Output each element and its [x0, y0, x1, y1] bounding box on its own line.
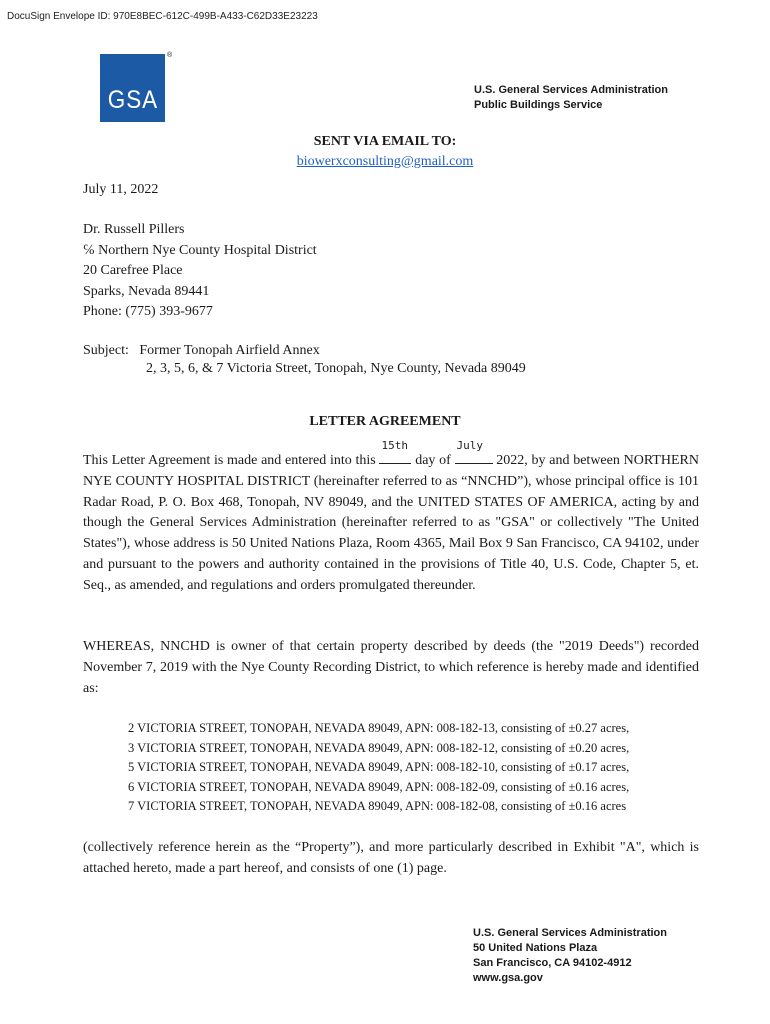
recipient-line: Phone: (775) 393-9677 — [83, 304, 213, 319]
month-fill-field — [455, 439, 493, 464]
header-agency — [474, 83, 668, 113]
property-list — [128, 719, 629, 817]
footer-agency-line: www.gsa.gov — [473, 972, 543, 984]
email-link[interactable]: biowerxconsulting@gmail.com — [296, 154, 474, 169]
agreement-paragraph — [83, 439, 699, 597]
header-agency-line: U.S. General Services Administration — [474, 84, 668, 96]
document-title: LETTER AGREEMENT — [309, 414, 461, 429]
subject-line-2: 2, 3, 5, 6, & 7 Victoria Street, Tonopah, Nye County, Nevada 89049 — [146, 361, 526, 376]
para1-intro: This Letter Agreement is made and entered into this — [83, 453, 380, 468]
header-agency-line: Public Buildings Service — [474, 99, 603, 111]
subject-label: Subject: — [83, 343, 129, 358]
registered-mark: ® — [167, 52, 173, 59]
day-fill-field — [379, 439, 411, 464]
whereas-paragraph: WHEREAS, NNCHD is owner of that certain property described by deeds (the "2019 Deeds") recorded November 7, 2019 with the Nye County Recording District, to which reference is hereby made and identified as: — [83, 639, 699, 696]
property-item: 2 VICTORIA STREET, TONOPAH, NEVADA 89049, APN: 008-182-13, consisting of ±0.27 acres, — [128, 721, 630, 735]
subject-line-1: Former Tonopah Airfield Annex — [139, 343, 320, 358]
para1-body: 2022, by and between NORTHERN NYE COUNTY HOSPITAL DISTRICT (hereinafter referred to as “NNCHD”), whose principal office is 101 Radar Road, P. O. Box 468, Tonopah, NV 89049, and the UNITED STATES OF AMERICA, acting by and though the General Services Administration (hereinafter referred to as "GSA" or collectively "The United States"), whose address is 50 United Nations Plaza, Room 4365, Mail Box 9 San Francisco, CA 94102, under and pursuant to the powers and authority contained in the provisions of Title 40, U.S. Code, Chapter 5, et. Seq., as amended, and regulations and orders promulgated thereunder. — [83, 453, 699, 593]
docusign-envelope-id: DocuSign Envelope ID: 970E8BEC-612C-499B-A433-C62D33E23223 — [7, 11, 318, 22]
footer-agency — [473, 926, 667, 986]
footer-agency-line: San Francisco, CA 94102-4912 — [473, 957, 632, 969]
recipient-line: Dr. Russell Pillers — [83, 222, 185, 237]
day-fill-value: 15th — [381, 439, 408, 452]
month-fill-value: July — [456, 439, 484, 452]
property-item: 6 VICTORIA STREET, TONOPAH, NEVADA 89049, APN: 008-182-09, consisting of ±0.16 acres, — [128, 779, 630, 794]
property-item: 3 VICTORIA STREET, TONOPAH, NEVADA 89049, APN: 008-182-12, consisting of ±0.20 acres, — [128, 740, 630, 755]
footer-agency-line: U.S. General Services Administration — [473, 927, 667, 939]
para1-mid: day of — [411, 453, 455, 468]
property-paragraph: (collectively reference herein as the “Property”), and more particularly described in Exhibit "A", which is attached hereto, made a part hereof, and consists of one (1) page. — [83, 840, 699, 876]
property-item: 7 VICTORIA STREET, TONOPAH, NEVADA 89049, APN: 008-182-08, consisting of ±0.16 acres — [128, 799, 627, 813]
letter-date: July 11, 2022 — [83, 182, 159, 197]
gsa-logo — [100, 54, 165, 122]
property-item: 5 VICTORIA STREET, TONOPAH, NEVADA 89049, APN: 008-182-10, consisting of ±0.17 acres, — [128, 760, 630, 774]
recipient-line: 20 Carefree Place — [83, 263, 183, 278]
gsa-logo-text: GSA — [107, 86, 158, 114]
recipient-line: Sparks, Nevada 89441 — [83, 283, 210, 299]
recipient-address — [83, 220, 317, 323]
sent-via-heading: SENT VIA EMAIL TO: — [313, 134, 457, 149]
subject-block — [83, 342, 526, 378]
recipient-line: ℅ Northern Nye County Hospital District — [83, 242, 317, 258]
footer-agency-line: 50 United Nations Plaza — [473, 942, 598, 954]
